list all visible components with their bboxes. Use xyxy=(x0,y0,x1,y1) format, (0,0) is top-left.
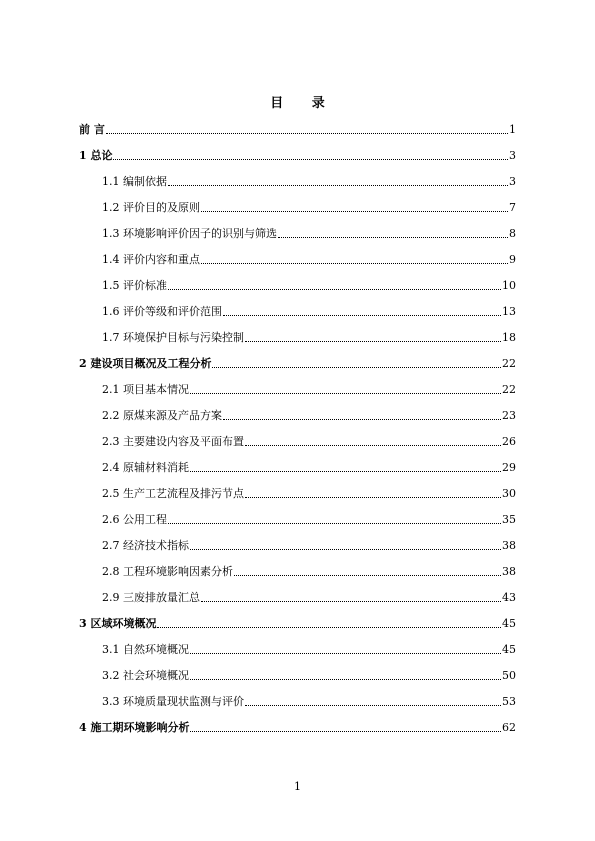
toc-leader-dots xyxy=(201,262,508,264)
toc-entry[interactable] xyxy=(102,590,516,606)
toc-entry-page: 22 xyxy=(502,383,516,396)
toc-entry-label: 2.6 公用工程 xyxy=(102,513,167,526)
toc-entry[interactable] xyxy=(102,382,516,398)
toc-leader-dots xyxy=(245,704,501,706)
toc-entry-page: 29 xyxy=(502,461,516,474)
toc-entry[interactable] xyxy=(102,434,516,450)
toc-entry[interactable] xyxy=(79,720,516,736)
toc-entry-page: 38 xyxy=(502,565,516,578)
toc-entry-page: 3 xyxy=(509,149,516,162)
toc-leader-dots xyxy=(245,340,501,342)
toc-entry-page: 3 xyxy=(509,175,516,188)
toc-entry[interactable] xyxy=(102,460,516,476)
toc-entry-label: 3.3 环境质量现状监测与评价 xyxy=(102,695,244,708)
toc-entry[interactable] xyxy=(102,226,516,242)
toc-entry[interactable] xyxy=(102,642,516,658)
toc-entry[interactable] xyxy=(102,538,516,554)
toc-entry-page: 9 xyxy=(509,253,516,266)
toc-entry-label: 2 建设项目概况及工程分析 xyxy=(79,357,212,370)
toc-title: 目 录 xyxy=(270,96,337,111)
toc-entry[interactable] xyxy=(79,616,516,632)
toc-entry-label: 1.3 环境影响评价因子的识别与筛选 xyxy=(102,227,277,240)
toc-entry-page: 30 xyxy=(502,487,516,500)
toc-entry-page: 26 xyxy=(502,435,516,448)
toc-entry[interactable] xyxy=(102,564,516,580)
toc-entry-page: 53 xyxy=(502,695,516,708)
toc-entry[interactable] xyxy=(102,174,516,190)
toc-entry-label: 前 言 xyxy=(79,123,105,136)
toc-leader-dots xyxy=(234,574,501,576)
toc-entry-page: 45 xyxy=(502,643,516,656)
toc-entry-label: 2.3 主要建设内容及平面布置 xyxy=(102,435,244,448)
toc-entry-label: 1 总论 xyxy=(79,149,113,162)
toc-entry[interactable] xyxy=(102,668,516,684)
toc-leader-dots xyxy=(201,210,508,212)
toc-entry-label: 4 施工期环境影响分析 xyxy=(79,721,190,734)
toc-leader-dots xyxy=(223,314,501,316)
toc-entry-page: 22 xyxy=(502,357,516,370)
toc-leader-dots xyxy=(190,548,501,550)
toc-entry-page: 45 xyxy=(502,617,516,630)
toc-leader-dots xyxy=(212,366,501,368)
toc-leader-dots xyxy=(278,236,508,238)
toc-leader-dots xyxy=(190,392,501,394)
toc-leader-dots xyxy=(245,496,501,498)
page-number: 1 xyxy=(294,780,301,793)
toc-entry-label: 3.1 自然环境概况 xyxy=(102,643,189,656)
toc-entry-page: 50 xyxy=(502,669,516,682)
toc-leader-dots xyxy=(157,626,501,628)
toc-entry-label: 1.2 评价目的及原则 xyxy=(102,201,200,214)
toc-entry[interactable] xyxy=(79,148,516,164)
toc-entry-label: 1.4 评价内容和重点 xyxy=(102,253,200,266)
toc-entry-label: 2.2 原煤来源及产品方案 xyxy=(102,409,222,422)
toc-entry-page: 18 xyxy=(502,331,516,344)
toc-entry[interactable] xyxy=(102,694,516,710)
toc-leader-dots xyxy=(190,730,501,732)
toc-entry-label: 1.6 评价等级和评价范围 xyxy=(102,305,222,318)
toc-entry-page: 43 xyxy=(502,591,516,604)
toc-entry-page: 23 xyxy=(502,409,516,422)
toc-leader-dots xyxy=(190,678,501,680)
toc-leader-dots xyxy=(168,522,501,524)
toc-entry-page: 7 xyxy=(509,201,516,214)
toc-entry-label: 1.7 环境保护目标与污染控制 xyxy=(102,331,244,344)
toc-entry-page: 38 xyxy=(502,539,516,552)
toc-entry-page: 8 xyxy=(509,227,516,240)
toc-leader-dots xyxy=(106,132,508,134)
toc-entry-label: 2.1 项目基本情况 xyxy=(102,383,189,396)
toc-entry[interactable] xyxy=(102,278,516,294)
toc-leader-dots xyxy=(190,652,501,654)
toc-entry-label: 2.7 经济技术指标 xyxy=(102,539,189,552)
toc-leader-dots xyxy=(168,184,508,186)
toc-entry[interactable] xyxy=(79,122,516,138)
toc-entry-label: 3 区域环境概况 xyxy=(79,617,157,630)
toc-entry[interactable] xyxy=(102,486,516,502)
toc-leader-dots xyxy=(201,600,501,602)
toc-entry[interactable] xyxy=(102,200,516,216)
toc-entry-label: 2.5 生产工艺流程及排污节点 xyxy=(102,487,244,500)
toc-entry-page: 13 xyxy=(502,305,516,318)
toc-entry[interactable] xyxy=(102,512,516,528)
toc-entry-label: 1.1 编制依据 xyxy=(102,175,167,188)
toc-entry-label: 2.9 三废排放量汇总 xyxy=(102,591,200,604)
toc-entry-label: 2.8 工程环境影响因素分析 xyxy=(102,565,233,578)
toc-leader-dots xyxy=(168,288,501,290)
toc-entry-page: 35 xyxy=(502,513,516,526)
toc-entry-label: 1.5 评价标准 xyxy=(102,279,167,292)
toc-entry-label: 2.4 原辅材料消耗 xyxy=(102,461,189,474)
toc-entry[interactable] xyxy=(102,330,516,346)
toc-entry[interactable] xyxy=(79,356,516,372)
toc-leader-dots xyxy=(245,444,501,446)
toc-leader-dots xyxy=(190,470,501,472)
toc-entry-page: 10 xyxy=(502,279,516,292)
toc-entry[interactable] xyxy=(102,252,516,268)
toc-entry-page: 1 xyxy=(509,123,516,136)
toc-entry[interactable] xyxy=(102,304,516,320)
toc-entry-page: 62 xyxy=(502,721,516,734)
toc-leader-dots xyxy=(113,158,508,160)
toc-leader-dots xyxy=(223,418,501,420)
toc-entry-label: 3.2 社会环境概况 xyxy=(102,669,189,682)
toc-entry[interactable] xyxy=(102,408,516,424)
